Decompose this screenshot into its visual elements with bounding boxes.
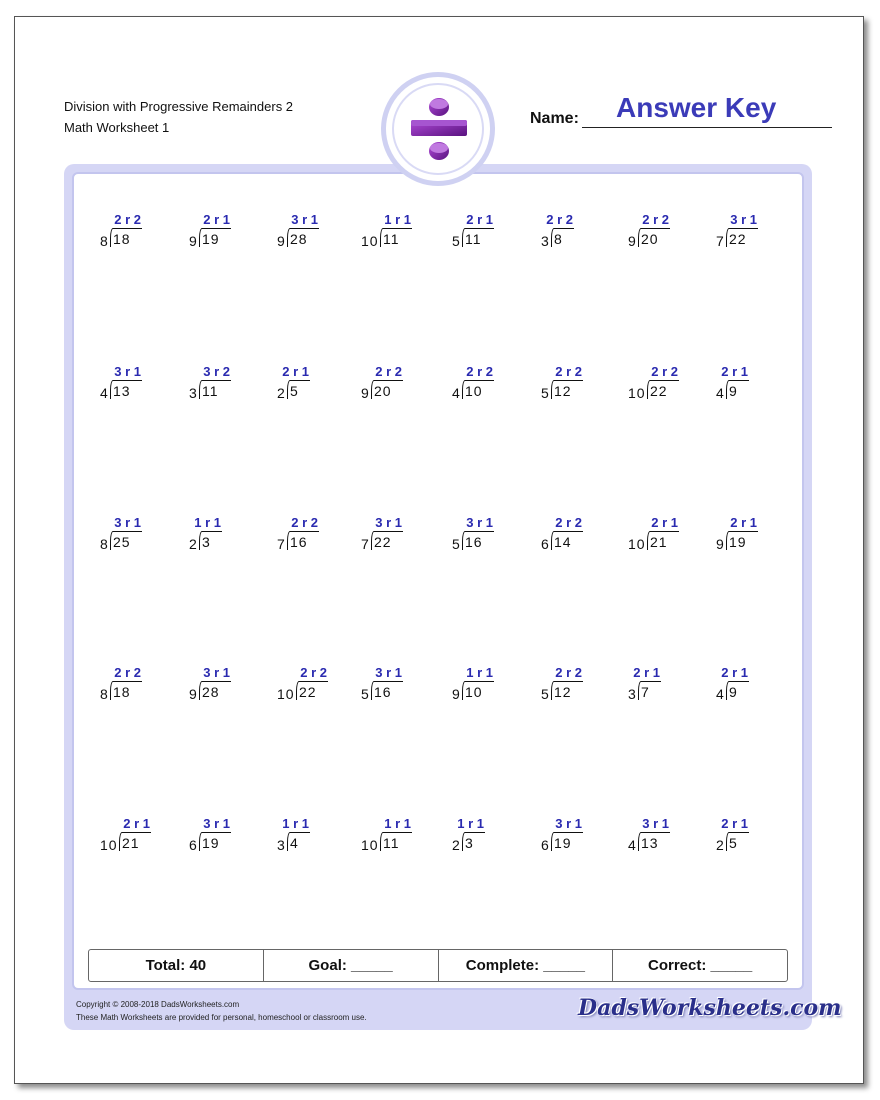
division-problem [277, 665, 331, 709]
divisor: 5 [452, 536, 461, 552]
dividend: 21 [647, 531, 679, 550]
divisor: 10 [277, 686, 295, 702]
division-problem [716, 665, 752, 709]
quotient-answer: 3 r 1 [375, 665, 402, 680]
dividend: 19 [199, 228, 231, 247]
division-problem [628, 515, 682, 559]
divisor: 5 [361, 686, 370, 702]
division-problem [100, 515, 145, 559]
division-problem [277, 515, 322, 559]
score-summary [88, 949, 788, 982]
division-problem [541, 665, 586, 709]
dividend: 22 [371, 531, 403, 550]
division-problem [452, 816, 488, 860]
division-problem [628, 665, 664, 709]
dividend: 22 [296, 681, 328, 700]
divisor: 6 [541, 837, 550, 853]
dividend: 7 [638, 681, 661, 700]
divisor: 7 [361, 536, 370, 552]
division-problem [100, 364, 145, 408]
quotient-answer: 2 r 2 [300, 665, 327, 680]
division-problem [189, 364, 234, 408]
quotient-answer: 2 r 2 [555, 515, 582, 530]
divisor: 4 [716, 385, 725, 401]
quotient-answer: 2 r 1 [633, 665, 660, 680]
title-line-2: Math Worksheet 1 [64, 120, 170, 135]
dividend: 16 [287, 531, 319, 550]
quotient-answer: 2 r 1 [203, 212, 230, 227]
division-problem [277, 364, 313, 408]
dividend: 28 [287, 228, 319, 247]
quotient-answer: 3 r 1 [730, 212, 757, 227]
divisor: 4 [628, 837, 637, 853]
quotient-answer: 2 r 1 [721, 665, 748, 680]
dividend: 13 [110, 380, 142, 399]
quotient-answer: 3 r 1 [114, 364, 141, 379]
dividend: 20 [638, 228, 670, 247]
dividend: 16 [371, 681, 403, 700]
division-problem [628, 364, 682, 408]
dividend: 28 [199, 681, 231, 700]
dividend: 5 [726, 832, 749, 851]
dividend: 18 [110, 681, 142, 700]
division-problem [361, 212, 415, 256]
division-problem [189, 816, 234, 860]
quotient-answer: 2 r 2 [555, 364, 582, 379]
quotient-answer: 3 r 1 [642, 816, 669, 831]
dividend: 11 [462, 228, 494, 247]
dividend: 13 [638, 832, 670, 851]
divisor: 2 [716, 837, 725, 853]
dividend: 4 [287, 832, 310, 851]
division-problem [716, 364, 752, 408]
divisor: 9 [189, 686, 198, 702]
divisor: 4 [100, 385, 109, 401]
divisor: 9 [189, 233, 198, 249]
division-symbol-icon [403, 93, 475, 167]
copyright-notice [76, 998, 367, 1024]
quotient-answer: 2 r 2 [651, 364, 678, 379]
quotient-answer: 2 r 2 [375, 364, 402, 379]
division-problem [361, 665, 406, 709]
divisor: 3 [628, 686, 637, 702]
answer-key-text: Answer Key [616, 92, 777, 123]
quotient-answer: 2 r 2 [642, 212, 669, 227]
divisor: 10 [100, 837, 118, 853]
quotient-answer: 3 r 1 [291, 212, 318, 227]
division-problem [541, 515, 586, 559]
quotient-answer: 2 r 1 [282, 364, 309, 379]
copyright-line: Copyright © 2008-2018 DadsWorksheets.com [76, 1000, 240, 1009]
dividend: 16 [462, 531, 494, 550]
divisor: 9 [361, 385, 370, 401]
divisor: 10 [361, 837, 379, 853]
division-problem [628, 212, 673, 256]
division-problem [541, 364, 586, 408]
divisor: 8 [100, 536, 109, 552]
dividend: 14 [551, 531, 583, 550]
dividend: 11 [380, 228, 412, 247]
quotient-answer: 2 r 1 [651, 515, 678, 530]
quotient-answer: 3 r 1 [375, 515, 402, 530]
divisor: 5 [452, 233, 461, 249]
division-problem [452, 364, 497, 408]
logo-badge [381, 72, 495, 186]
dividend: 3 [462, 832, 485, 851]
quotient-answer: 2 r 1 [730, 515, 757, 530]
quotient-answer: 3 r 1 [555, 816, 582, 831]
problem-area [72, 172, 804, 990]
dividend: 11 [380, 832, 412, 851]
usage-line: These Math Worksheets are provided for personal, homeschool or classroom use. [76, 1013, 367, 1022]
dividend: 21 [119, 832, 151, 851]
dividend: 22 [647, 380, 679, 399]
division-problem [361, 816, 415, 860]
divisor: 6 [541, 536, 550, 552]
division-problem [189, 515, 225, 559]
worksheet-title [64, 96, 293, 138]
divisor: 2 [189, 536, 198, 552]
division-problem [100, 816, 154, 860]
dividend: 19 [726, 531, 758, 550]
total-cell: Total: 40 [89, 950, 264, 981]
dividend: 8 [551, 228, 574, 247]
correct-cell: Correct: _____ [648, 957, 753, 974]
quotient-answer: 2 r 2 [291, 515, 318, 530]
quotient-answer: 3 r 1 [114, 515, 141, 530]
divisor: 5 [541, 385, 550, 401]
divisor: 4 [716, 686, 725, 702]
quotient-answer: 1 r 1 [466, 665, 493, 680]
divisor: 2 [277, 385, 286, 401]
quotient-answer: 3 r 1 [203, 665, 230, 680]
quotient-answer: 2 r 2 [546, 212, 573, 227]
quotient-answer: 1 r 1 [384, 816, 411, 831]
quotient-answer: 2 r 2 [466, 364, 493, 379]
divisor: 7 [716, 233, 725, 249]
quotient-answer: 2 r 2 [555, 665, 582, 680]
division-problem [100, 212, 145, 256]
divisor: 8 [100, 233, 109, 249]
dividend: 10 [462, 380, 494, 399]
divisor: 6 [189, 837, 198, 853]
divisor: 10 [628, 385, 646, 401]
quotient-answer: 2 r 2 [114, 212, 141, 227]
division-problem [189, 212, 234, 256]
divisor: 9 [277, 233, 286, 249]
dividend: 20 [371, 380, 403, 399]
dividend: 5 [287, 380, 310, 399]
title-line-1: Division with Progressive Remainders 2 [64, 99, 294, 114]
divisor: 7 [277, 536, 286, 552]
divisor: 5 [541, 686, 550, 702]
problem-panel [64, 164, 812, 1030]
dividend: 11 [199, 380, 231, 399]
division-problem [716, 515, 761, 559]
division-problem [452, 515, 497, 559]
divisor: 10 [628, 536, 646, 552]
division-problem [277, 212, 322, 256]
division-problem [716, 816, 752, 860]
dividend: 12 [551, 681, 583, 700]
quotient-answer: 1 r 1 [282, 816, 309, 831]
quotient-answer: 2 r 1 [466, 212, 493, 227]
division-problem [628, 816, 673, 860]
divisor: 3 [541, 233, 550, 249]
quotient-answer: 3 r 1 [466, 515, 493, 530]
name-label: Name: [530, 110, 579, 127]
divisor: 9 [452, 686, 461, 702]
dividend: 12 [551, 380, 583, 399]
division-problem [361, 515, 406, 559]
goal-cell: Goal: _____ [264, 950, 439, 981]
complete-cell: Complete: _____ [439, 950, 614, 981]
dividend: 9 [726, 380, 749, 399]
divisor: 3 [189, 385, 198, 401]
dividend: 18 [110, 228, 142, 247]
division-problem [100, 665, 145, 709]
quotient-answer: 1 r 1 [457, 816, 484, 831]
dividend: 22 [726, 228, 758, 247]
divisor: 10 [361, 233, 379, 249]
quotient-answer: 3 r 2 [203, 364, 230, 379]
brand-logo: DadsWorksheets.com [578, 995, 842, 1021]
name-field [530, 92, 832, 128]
quotient-answer: 1 r 1 [384, 212, 411, 227]
division-problem [361, 364, 406, 408]
division-problem [452, 665, 497, 709]
quotient-answer: 2 r 2 [114, 665, 141, 680]
dividend: 25 [110, 531, 142, 550]
division-problem [541, 212, 577, 256]
divisor: 9 [628, 233, 637, 249]
quotient-answer: 1 r 1 [194, 515, 221, 530]
quotient-answer: 2 r 1 [721, 816, 748, 831]
division-problem [716, 212, 761, 256]
divisor: 4 [452, 385, 461, 401]
division-problem [189, 665, 234, 709]
quotient-answer: 3 r 1 [203, 816, 230, 831]
division-problem [277, 816, 313, 860]
divisor: 8 [100, 686, 109, 702]
dividend: 9 [726, 681, 749, 700]
division-problem [452, 212, 497, 256]
dividend: 10 [462, 681, 494, 700]
dividend: 19 [551, 832, 583, 851]
divisor: 2 [452, 837, 461, 853]
name-underline [582, 127, 832, 128]
quotient-answer: 2 r 1 [123, 816, 150, 831]
quotient-answer: 2 r 1 [721, 364, 748, 379]
dividend: 3 [199, 531, 222, 550]
dividend: 19 [199, 832, 231, 851]
division-problem [541, 816, 586, 860]
divisor: 9 [716, 536, 725, 552]
divisor: 3 [277, 837, 286, 853]
